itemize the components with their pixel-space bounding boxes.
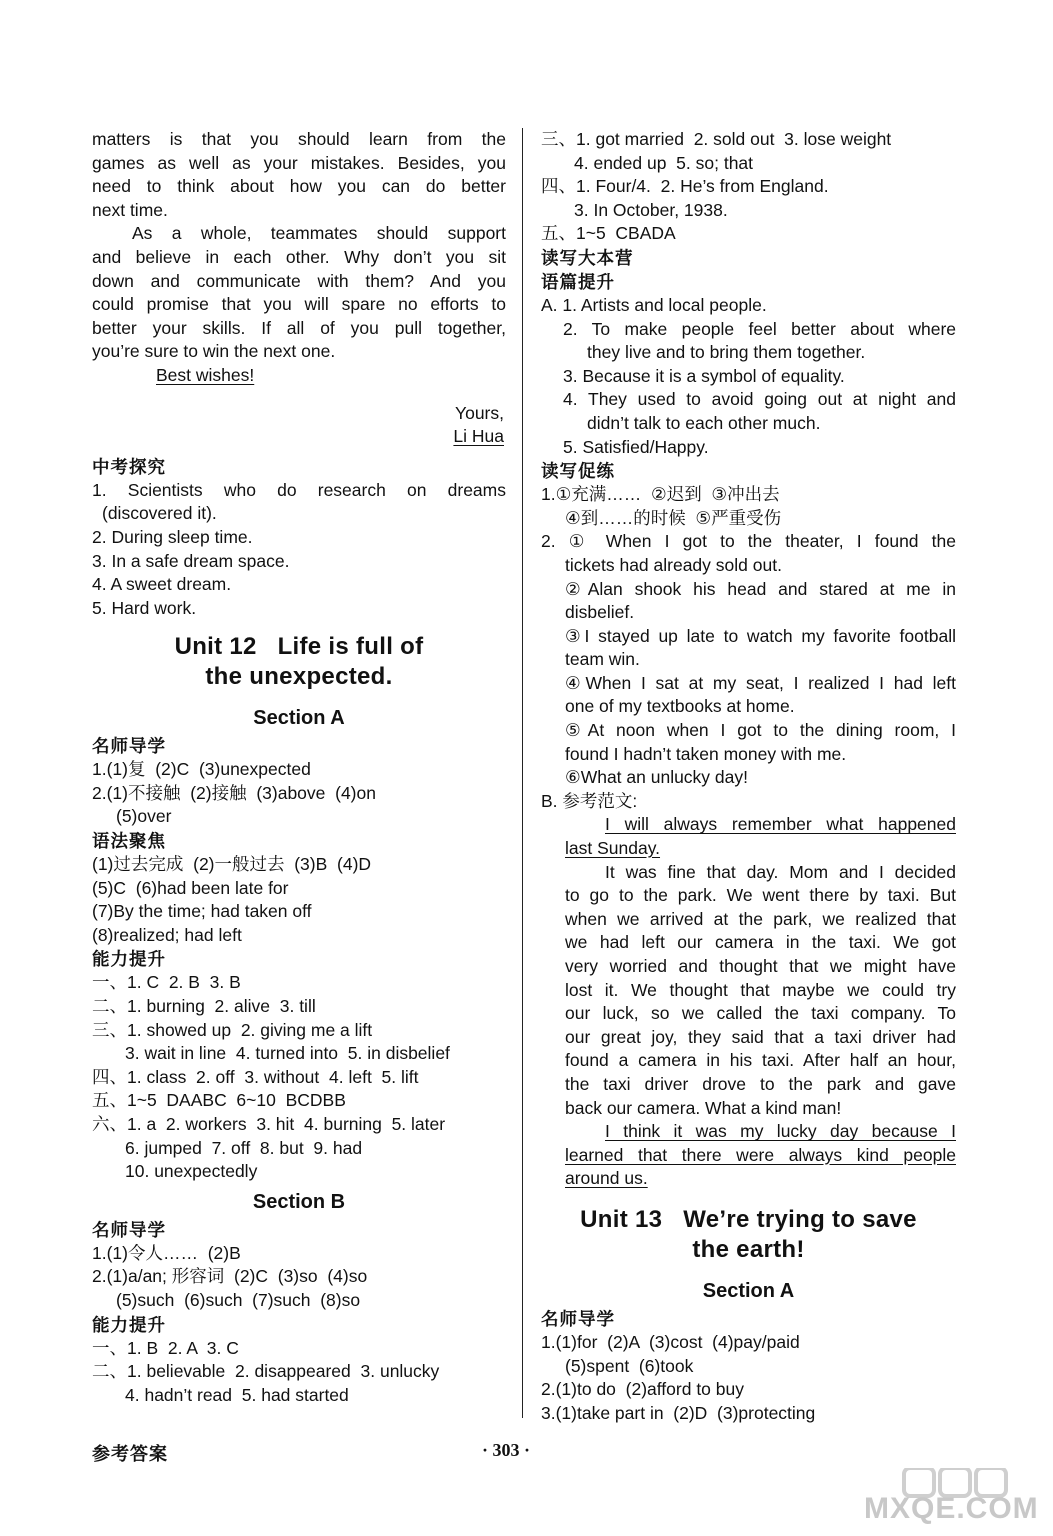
text-line: down and communicate with them? And you (92, 270, 506, 291)
letter-yours: Yours, (455, 402, 504, 423)
essay-line: the taxi driver drove to the park and gave (565, 1073, 956, 1094)
answer-line: (1)过去完成 (2)一般过去 (3)B (4)D (92, 854, 372, 875)
answer-line: 三、1. got married 2. sold out 3. lose weight (541, 129, 892, 149)
section-heading: 语法聚焦 (92, 831, 166, 852)
answer-line: 1.(1)for (2)A (3)cost (4)pay/paid (541, 1331, 800, 1352)
column-divider (522, 128, 523, 1418)
answer-line: 1.①充满…… ②迟到 ③冲出去 (541, 484, 780, 505)
answer-line: ⑤At noon when I got to the dining room, I (565, 720, 956, 741)
answer-line: 2.(1)a/an; 形容词 (2)C (3)so (4)so (92, 1266, 368, 1287)
section-heading: 名师导学 (92, 736, 166, 757)
section-heading: 名师导学 (541, 1308, 615, 1329)
answer-line: found I hadn’t taken money with me. (565, 743, 847, 764)
essay-line: very worried and thought that we might have (565, 956, 956, 976)
essay-line: I will always remember what happened (605, 814, 956, 835)
essay-line: we had left our camera in the taxi. We got (565, 932, 956, 953)
letter-closing: Best wishes! (156, 364, 255, 385)
answer-line: 一、1. C 2. B 3. B (92, 972, 241, 993)
answer-line: 六、1. a 2. workers 3. hit 4. burning 5. later (92, 1114, 446, 1134)
answer-line: 3. In October, 1938. (574, 199, 728, 220)
section-title: Section A (253, 707, 345, 730)
unit-title: the earth! (692, 1235, 805, 1263)
answer-line: 4. A sweet dream. (92, 574, 232, 595)
essay-line: to go to the park. We went there by taxi. But (565, 885, 956, 906)
section-heading: 名师导学 (92, 1219, 166, 1240)
text-line: As a whole, teammates should support (132, 223, 506, 244)
answer-line: 2. During sleep time. (92, 526, 253, 547)
unit-title: Unit 13 We’re trying to save (580, 1205, 917, 1233)
answer-line: 10. unexpectedly (125, 1161, 258, 1182)
section-heading: 能力提升 (92, 1314, 166, 1335)
answer-line: (5)C (6)had been late for (92, 877, 289, 898)
answer-line: 4. ended up 5. so; that (574, 152, 754, 173)
answer-line: ③I stayed up late to watch my favorite football (565, 625, 956, 646)
section-heading: 读写大本营 (541, 247, 634, 268)
section-heading: 语篇提升 (541, 271, 615, 292)
answer-line: ④When I sat at my seat, I realized I had left (565, 672, 956, 693)
answer-line: (5)such (6)such (7)such (8)so (116, 1289, 361, 1310)
essay-line: our great joy, they said that a taxi driver had (565, 1026, 956, 1047)
answer-line: (7)By the time; had taken off (92, 901, 312, 922)
essay-line: when we arrived at the park, we realized that (565, 908, 956, 929)
answer-line: 二、1. believable 2. disappeared 3. unlucky (92, 1361, 440, 1382)
answer-line: 四、1. class 2. off 3. without 4. left 5. lift (92, 1066, 419, 1087)
unit-title: the unexpected. (205, 663, 393, 691)
answer-line: ⑥What an unlucky day! (565, 767, 748, 788)
answer-line: 1. Scientists who do research on dreams (92, 479, 506, 500)
text-line: matters is that you should learn from the (92, 129, 506, 149)
letter-signature: Li Hua (453, 426, 504, 447)
essay-label: B. 参考范文: (541, 790, 638, 811)
essay-line: lost it. We thought that maybe we could try (565, 979, 956, 1000)
watermark-text: MXQE.COM (864, 1492, 1039, 1525)
essay-line: around us. (565, 1168, 648, 1189)
text-line: you’re sure to win the next one. (92, 341, 336, 362)
text-line: and believe in each other. Why don’t you sit (92, 246, 506, 267)
answer-line: ④到……的时候 ⑤严重受伤 (565, 507, 782, 528)
essay-line: last Sunday. (565, 838, 661, 859)
answer-line: team win. (565, 649, 640, 670)
answer-line: 5. Satisfied/Happy. (563, 436, 709, 457)
watermark-logo (864, 1468, 1039, 1526)
essay-line: It was fine that day. Mom and I decided (605, 861, 956, 882)
answer-line: 二、1. burning 2. alive 3. till (92, 996, 316, 1017)
section-heading: 读写促练 (541, 461, 615, 482)
section-heading: 中考探究 (92, 456, 166, 477)
answer-line: 四、1. Four/4. 2. He’s from England. (541, 176, 829, 197)
left-column (92, 128, 506, 1407)
answer-line: 3. wait in line 4. turned into 5. in disbelief (125, 1043, 450, 1064)
essay-line: learned that there were always kind people (565, 1144, 956, 1165)
answer-line: 3.(1)take part in (2)D (3)protecting (541, 1402, 816, 1423)
answer-line: (8)realized; had left (92, 924, 242, 945)
answer-line: 6. jumped 7. off 8. but 9. had (125, 1137, 363, 1158)
answer-line: tickets had already sold out. (565, 554, 782, 575)
answer-line: 4. They used to avoid going out at night and (563, 389, 956, 410)
answer-line: ②Alan shook his head and stared at me in (565, 578, 956, 599)
answer-line: one of my textbooks at home. (565, 696, 795, 717)
text-line: need to think about how you can do better (92, 176, 506, 197)
page-number: · 303 · (482, 1440, 531, 1460)
answer-line: 三、1. showed up 2. giving me a lift (92, 1019, 373, 1040)
answer-line: 2. To make people feel better about where (563, 318, 956, 339)
answer-line: disbelief. (565, 602, 635, 623)
answer-line: 3. Because it is a symbol of equality. (563, 365, 845, 386)
right-column (541, 128, 956, 1425)
answer-line: 1.(1)复 (2)C (3)unexpected (92, 759, 311, 780)
answer-line: they live and to bring them together. (587, 342, 866, 363)
answer-line: 4. hadn’t read 5. had started (125, 1384, 349, 1405)
essay-line: back our camera. What a kind man! (565, 1097, 842, 1118)
text-line: better your skills. If all of you pull together, (92, 317, 506, 338)
answer-line: 一、1. B 2. A 3. C (92, 1337, 239, 1358)
section-title: Section A (702, 1279, 795, 1302)
text-line: next time. (92, 199, 168, 220)
footer-label: 参考答案 (92, 1444, 168, 1464)
text-line: games as well as your mistakes. Besides, you (92, 152, 506, 173)
essay-line: found a camera in his taxi. After half an hour, (565, 1050, 956, 1071)
answer-line: 2. ① When I got to the theater, I found the (541, 531, 956, 552)
answer-line: didn’t talk to each other much. (587, 412, 821, 433)
answer-line: 3. In a safe dream space. (92, 550, 290, 571)
answer-line: 五、1~5 CBADA (541, 223, 676, 244)
answer-line: (5)over (116, 806, 172, 827)
answer-line: 5. Hard work. (92, 597, 197, 618)
answer-line: 2.(1)to do (2)afford to buy (541, 1379, 744, 1400)
answer-line: 五、1~5 DAABC 6~10 BCDBB (92, 1090, 346, 1111)
section-heading: 能力提升 (92, 949, 166, 970)
answer-line: A. 1. Artists and local people. (541, 294, 767, 315)
answer-line: 2.(1)不接触 (2)接触 (3)above (4)on (92, 782, 376, 803)
answer-line: (5)spent (6)took (565, 1355, 694, 1376)
answer-line: 1.(1)令人…… (2)B (92, 1242, 241, 1263)
essay-line: I think it was my lucky day because I (605, 1121, 956, 1142)
unit-title: Unit 12 Life is full of (174, 633, 424, 661)
answer-line: (discovered it). (102, 503, 217, 524)
text-line: could promise that you will spare no efforts to (92, 294, 506, 315)
essay-line: our luck, so we called the taxi company. To (565, 1003, 956, 1024)
section-title: Section B (252, 1190, 346, 1213)
